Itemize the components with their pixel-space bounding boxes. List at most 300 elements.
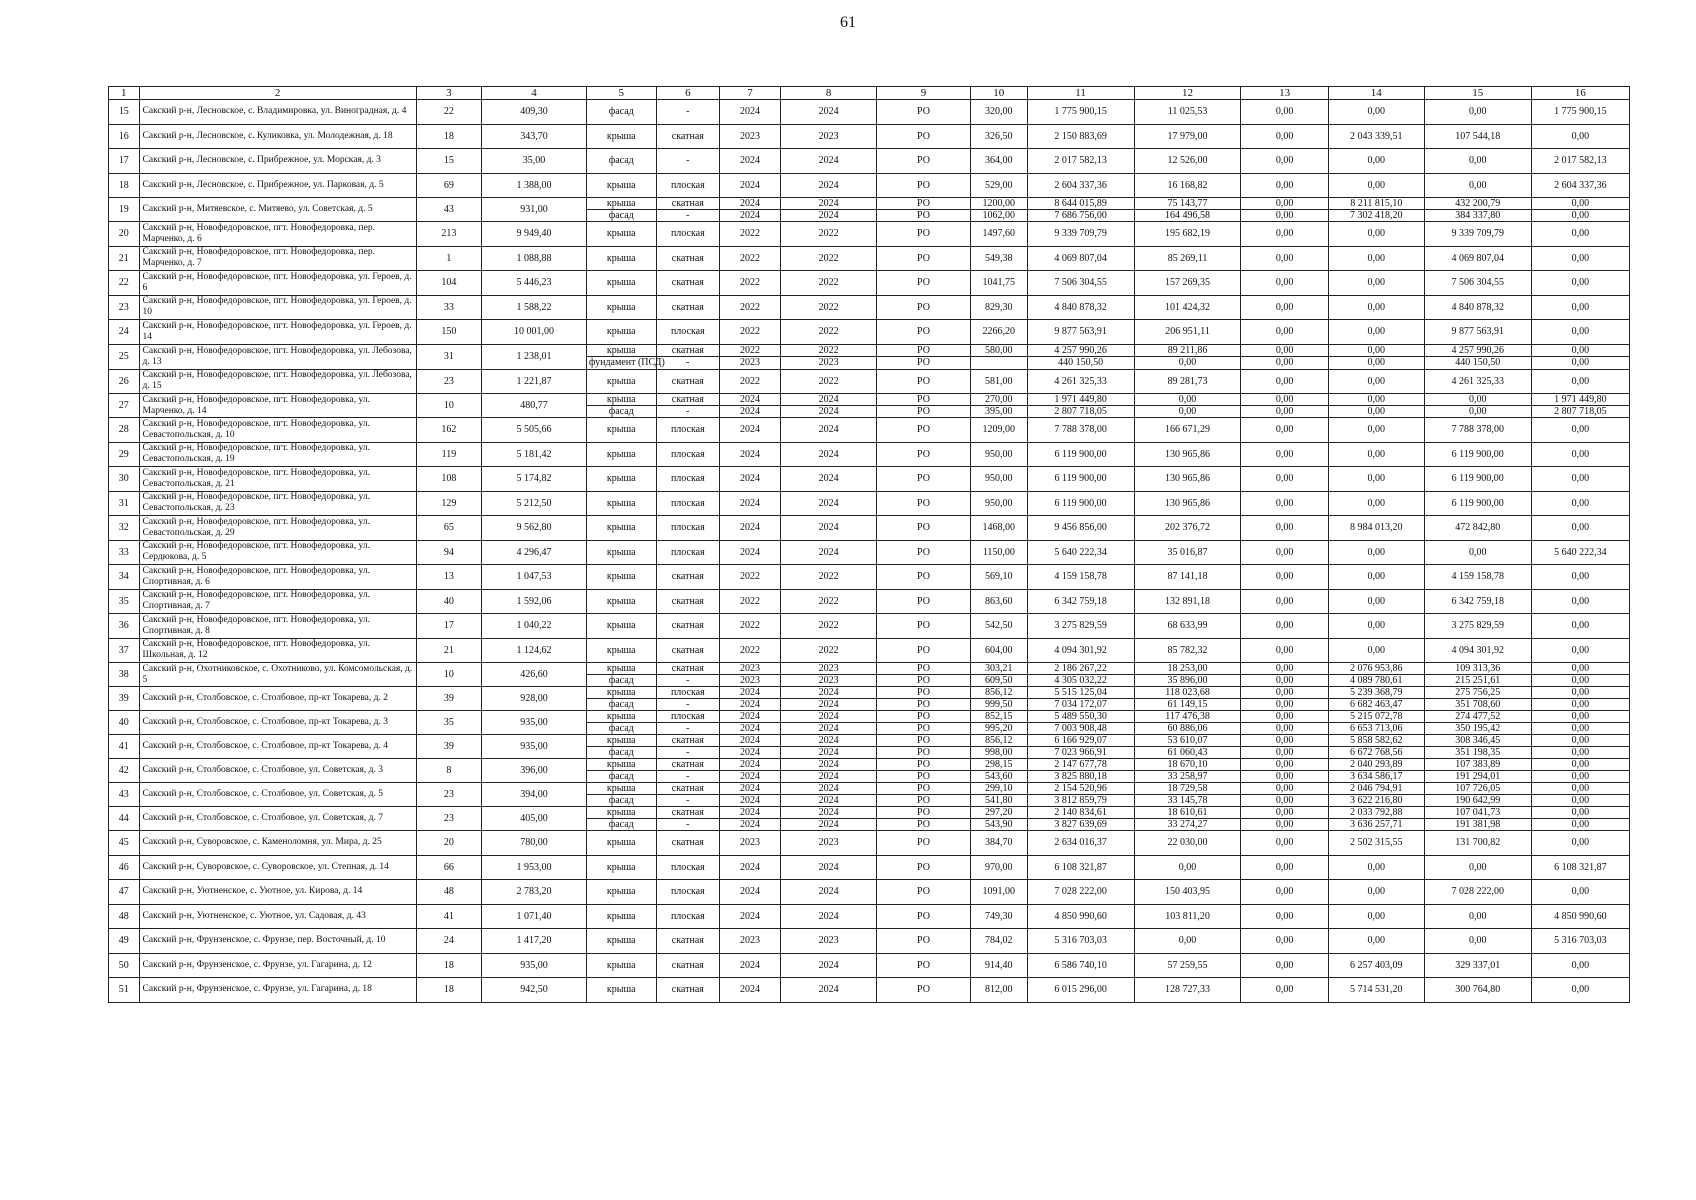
unit-cost-cell: 85 269,11 <box>1134 246 1241 271</box>
unit-cost-cell: 118 023,68 <box>1134 687 1241 699</box>
row-number-cell: 38 <box>109 663 140 687</box>
volume-cell: 856,12 <box>970 687 1027 699</box>
start-year-cell: 2022 <box>719 246 780 271</box>
start-year-cell: 2024 <box>719 735 780 747</box>
cost-cell: 5 316 703,03 <box>1531 929 1629 954</box>
method-cell: РО <box>877 663 971 675</box>
method-cell: РО <box>877 394 971 406</box>
roof-type-cell: - <box>656 723 719 735</box>
volume-cell: 2266,20 <box>970 320 1027 345</box>
start-year-cell: 2022 <box>719 589 780 614</box>
apartments-count-cell: 43 <box>416 198 481 222</box>
start-year-cell: 2024 <box>719 953 780 978</box>
cost-cell: 0,00 <box>1328 418 1424 443</box>
total-cost-cell: 2 807 718,05 <box>1027 406 1134 418</box>
end-year-cell: 2024 <box>781 819 877 831</box>
cost-cell: 351 708,60 <box>1424 699 1531 711</box>
address-cell: Сакский р-н, Новофедоровское, пгт. Новофедоровка, ул. Спортивная, д. 8 <box>139 614 416 639</box>
apartments-count-cell: 33 <box>416 295 481 320</box>
unit-cost-cell: 33 145,78 <box>1134 795 1241 807</box>
unit-cost-cell: 166 671,29 <box>1134 418 1241 443</box>
cost-cell: 8 211 815,10 <box>1328 198 1424 210</box>
cost-cell: 329 337,01 <box>1424 953 1531 978</box>
total-cost-cell: 6 342 759,18 <box>1027 589 1134 614</box>
area-cell: 5 212,50 <box>482 491 587 516</box>
cost-cell: 0,00 <box>1241 880 1328 905</box>
method-cell: РО <box>877 929 971 954</box>
cost-cell: 191 381,98 <box>1424 819 1531 831</box>
unit-cost-cell: 33 274,27 <box>1134 819 1241 831</box>
start-year-cell: 2023 <box>719 357 780 370</box>
roof-type-cell: плоская <box>656 320 719 345</box>
cost-cell: 0,00 <box>1531 831 1629 856</box>
end-year-cell: 2022 <box>781 222 877 247</box>
apartments-count-cell: 20 <box>416 831 481 856</box>
apartments-count-cell: 21 <box>416 638 481 663</box>
cost-cell: 0,00 <box>1241 357 1328 370</box>
cost-cell: 0,00 <box>1328 880 1424 905</box>
cost-cell: 2 076 953,86 <box>1328 663 1424 675</box>
work-type-cell: фасад <box>586 675 656 687</box>
end-year-cell: 2023 <box>781 124 877 149</box>
row-number-cell: 50 <box>109 953 140 978</box>
unit-cost-cell: 128 727,33 <box>1134 978 1241 1003</box>
start-year-cell: 2024 <box>719 880 780 905</box>
table-row <box>109 880 1630 905</box>
unit-cost-cell: 75 143,77 <box>1134 198 1241 210</box>
roof-type-cell: скатная <box>656 929 719 954</box>
work-type-cell: крыша <box>586 442 656 467</box>
roof-type-cell: скатная <box>656 638 719 663</box>
method-cell: РО <box>877 831 971 856</box>
roof-type-cell: - <box>656 819 719 831</box>
cost-cell: 6 682 463,47 <box>1328 699 1424 711</box>
end-year-cell: 2022 <box>781 589 877 614</box>
table-row <box>109 418 1630 443</box>
area-cell: 1 953,00 <box>482 855 587 880</box>
volume-cell: 303,21 <box>970 663 1027 675</box>
cost-cell: 275 756,25 <box>1424 687 1531 699</box>
apartments-count-cell: 18 <box>416 953 481 978</box>
table-row <box>109 614 1630 639</box>
end-year-cell: 2022 <box>781 246 877 271</box>
page-number: 61 <box>840 14 856 31</box>
cost-cell: 0,00 <box>1531 565 1629 590</box>
work-type-cell: фасад <box>586 406 656 418</box>
roof-type-cell: скатная <box>656 295 719 320</box>
cost-cell: 0,00 <box>1531 978 1629 1003</box>
roof-type-cell: плоская <box>656 516 719 541</box>
apartments-count-cell: 119 <box>416 442 481 467</box>
apartments-count-cell: 39 <box>416 735 481 759</box>
work-type-cell: фасад <box>586 699 656 711</box>
cost-cell: 0,00 <box>1531 198 1629 210</box>
cost-cell: 0,00 <box>1328 491 1424 516</box>
area-cell: 1 040,22 <box>482 614 587 639</box>
table-row <box>109 320 1630 345</box>
area-cell: 1 417,20 <box>482 929 587 954</box>
address-cell: Сакский р-н, Фрунзенское, с. Фрунзе, ул. Гагарина, д. 18 <box>139 978 416 1003</box>
start-year-cell: 2024 <box>719 771 780 783</box>
cost-cell: 0,00 <box>1531 771 1629 783</box>
roof-type-cell: - <box>656 675 719 687</box>
cost-cell: 4 257 990,26 <box>1424 344 1531 357</box>
unit-cost-cell: 85 782,32 <box>1134 638 1241 663</box>
total-cost-cell: 3 827 639,69 <box>1027 819 1134 831</box>
unit-cost-cell: 206 951,11 <box>1134 320 1241 345</box>
work-type-cell: крыша <box>586 735 656 747</box>
address-cell: Сакский р-н, Новофедоровское, пгт. Новофедоровка, ул. Севастопольская, д. 19 <box>139 442 416 467</box>
roof-type-cell: - <box>656 795 719 807</box>
address-cell: Сакский р-н, Новофедоровское, пгт. Новофедоровка, ул. Героев, д. 6 <box>139 271 416 296</box>
unit-cost-cell: 103 811,20 <box>1134 904 1241 929</box>
roof-type-cell: - <box>656 747 719 759</box>
volume-cell: 604,00 <box>970 638 1027 663</box>
cost-cell: 0,00 <box>1241 344 1328 357</box>
unit-cost-cell: 17 979,00 <box>1134 124 1241 149</box>
start-year-cell: 2024 <box>719 795 780 807</box>
address-cell: Сакский р-н, Митяевское, с. Митяево, ул. Советская, д. 5 <box>139 198 416 222</box>
area-cell: 931,00 <box>482 198 587 222</box>
row-number-cell: 34 <box>109 565 140 590</box>
unit-cost-cell: 202 376,72 <box>1134 516 1241 541</box>
cost-cell: 7 506 304,55 <box>1424 271 1531 296</box>
end-year-cell: 2022 <box>781 320 877 345</box>
start-year-cell: 2022 <box>719 320 780 345</box>
table-row <box>109 855 1630 880</box>
work-type-cell: крыша <box>586 807 656 819</box>
row-number-cell: 17 <box>109 149 140 174</box>
roof-type-cell: плоская <box>656 711 719 723</box>
roof-type-cell: скатная <box>656 807 719 819</box>
cost-cell: 0,00 <box>1531 747 1629 759</box>
cost-cell: 0,00 <box>1531 246 1629 271</box>
cost-cell: 5 858 582,62 <box>1328 735 1424 747</box>
end-year-cell: 2023 <box>781 675 877 687</box>
volume-cell: 950,00 <box>970 442 1027 467</box>
cost-cell: 2 017 582,13 <box>1531 149 1629 174</box>
roof-type-cell: скатная <box>656 735 719 747</box>
repair-register-table <box>108 86 1630 1003</box>
area-cell: 1 592,06 <box>482 589 587 614</box>
end-year-cell: 2024 <box>781 442 877 467</box>
cost-cell: 0,00 <box>1241 418 1328 443</box>
work-type-cell: фасад <box>586 795 656 807</box>
cost-cell: 0,00 <box>1531 880 1629 905</box>
roof-type-cell: скатная <box>656 565 719 590</box>
end-year-cell: 2024 <box>781 516 877 541</box>
cost-cell: 2 604 337,36 <box>1531 173 1629 198</box>
total-cost-cell: 7 003 908,48 <box>1027 723 1134 735</box>
apartments-count-cell: 18 <box>416 124 481 149</box>
apartments-count-cell: 22 <box>416 100 481 125</box>
column-number-row <box>109 87 1630 100</box>
roof-type-cell: скатная <box>656 614 719 639</box>
area-cell: 935,00 <box>482 953 587 978</box>
cost-cell: 0,00 <box>1241 807 1328 819</box>
address-cell: Сакский р-н, Новофедоровское, пгт. Новофедоровка, ул. Спортивная, д. 6 <box>139 565 416 590</box>
cost-cell: 0,00 <box>1241 747 1328 759</box>
cost-cell: 274 477,52 <box>1424 711 1531 723</box>
unit-cost-cell: 68 633,99 <box>1134 614 1241 639</box>
end-year-cell: 2024 <box>781 904 877 929</box>
apartments-count-cell: 35 <box>416 711 481 735</box>
table-row <box>109 929 1630 954</box>
cost-cell: 0,00 <box>1241 210 1328 222</box>
cost-cell: 384 337,80 <box>1424 210 1531 222</box>
roof-type-cell: плоская <box>656 442 719 467</box>
apartments-count-cell: 17 <box>416 614 481 639</box>
method-cell: РО <box>877 198 971 210</box>
start-year-cell: 2024 <box>719 759 780 771</box>
volume-cell: 856,12 <box>970 735 1027 747</box>
unit-cost-cell: 89 211,86 <box>1134 344 1241 357</box>
cost-cell: 0,00 <box>1328 589 1424 614</box>
total-cost-cell: 3 275 829,59 <box>1027 614 1134 639</box>
roof-type-cell: скатная <box>656 198 719 210</box>
roof-type-cell: скатная <box>656 783 719 795</box>
volume-cell: 364,00 <box>970 149 1027 174</box>
cost-cell: 190 642,99 <box>1424 795 1531 807</box>
apartments-count-cell: 24 <box>416 929 481 954</box>
unit-cost-cell: 89 281,73 <box>1134 369 1241 394</box>
cost-cell: 0,00 <box>1328 540 1424 565</box>
start-year-cell: 2024 <box>719 855 780 880</box>
volume-cell: 543,90 <box>970 819 1027 831</box>
table-row <box>109 978 1630 1003</box>
method-cell: РО <box>877 271 971 296</box>
total-cost-cell: 7 028 222,00 <box>1027 880 1134 905</box>
address-cell: Сакский р-н, Новофедоровское, пгт. Новофедоровка, ул. Марченко, д. 14 <box>139 394 416 418</box>
cost-cell: 4 850 990,60 <box>1531 904 1629 929</box>
table-row <box>109 344 1630 357</box>
method-cell: РО <box>877 369 971 394</box>
roof-type-cell: - <box>656 210 719 222</box>
start-year-cell: 2024 <box>719 783 780 795</box>
total-cost-cell: 4 261 325,33 <box>1027 369 1134 394</box>
method-cell: РО <box>877 819 971 831</box>
cost-cell: 6 119 900,00 <box>1424 442 1531 467</box>
work-type-cell: крыша <box>586 783 656 795</box>
method-cell: РО <box>877 406 971 418</box>
address-cell: Сакский р-н, Фрунзенское, с. Фрунзе, ул. Гагарина, д. 12 <box>139 953 416 978</box>
cost-cell: 0,00 <box>1241 735 1328 747</box>
cost-cell: 2 033 792,88 <box>1328 807 1424 819</box>
cost-cell: 0,00 <box>1241 540 1328 565</box>
start-year-cell: 2024 <box>719 904 780 929</box>
address-cell: Сакский р-н, Новофедоровское, пгт. Новофедоровка, ул. Севастопольская, д. 23 <box>139 491 416 516</box>
volume-cell: 950,00 <box>970 467 1027 492</box>
volume-cell: 995,20 <box>970 723 1027 735</box>
start-year-cell: 2022 <box>719 369 780 394</box>
cost-cell: 0,00 <box>1241 723 1328 735</box>
cost-cell: 0,00 <box>1328 929 1424 954</box>
row-number-cell: 44 <box>109 807 140 831</box>
volume-cell: 384,70 <box>970 831 1027 856</box>
row-number-cell: 27 <box>109 394 140 418</box>
volume-cell: 852,15 <box>970 711 1027 723</box>
cost-cell: 0,00 <box>1241 369 1328 394</box>
cost-cell: 0,00 <box>1328 565 1424 590</box>
apartments-count-cell: 48 <box>416 880 481 905</box>
apartments-count-cell: 150 <box>416 320 481 345</box>
table-row <box>109 711 1630 723</box>
cost-cell: 0,00 <box>1531 271 1629 296</box>
cost-cell: 107 383,89 <box>1424 759 1531 771</box>
area-cell: 935,00 <box>482 711 587 735</box>
roof-type-cell: - <box>656 149 719 174</box>
work-type-cell: крыша <box>586 271 656 296</box>
address-cell: Сакский р-н, Столбовское, с. Столбовое, ул. Советская, д. 5 <box>139 783 416 807</box>
cost-cell: 0,00 <box>1241 687 1328 699</box>
area-cell: 9 562,80 <box>482 516 587 541</box>
cost-cell: 9 877 563,91 <box>1424 320 1531 345</box>
apartments-count-cell: 40 <box>416 589 481 614</box>
cost-cell: 0,00 <box>1241 394 1328 406</box>
volume-cell: 609,50 <box>970 675 1027 687</box>
total-cost-cell: 2 634 016,37 <box>1027 831 1134 856</box>
volume-cell: 320,00 <box>970 100 1027 125</box>
table-body <box>109 100 1630 1003</box>
method-cell: РО <box>877 759 971 771</box>
end-year-cell: 2022 <box>781 271 877 296</box>
cost-cell: 0,00 <box>1531 418 1629 443</box>
total-cost-cell: 5 316 703,03 <box>1027 929 1134 954</box>
table-row <box>109 295 1630 320</box>
cost-cell: 0,00 <box>1531 723 1629 735</box>
table-row <box>109 442 1630 467</box>
address-cell: Сакский р-н, Лесновское, с. Куликовка, ул. Молодежная, д. 18 <box>139 124 416 149</box>
method-cell: РО <box>877 783 971 795</box>
unit-cost-cell: 33 258,97 <box>1134 771 1241 783</box>
start-year-cell: 2024 <box>719 699 780 711</box>
unit-cost-cell: 11 025,53 <box>1134 100 1241 125</box>
volume-cell: 863,60 <box>970 589 1027 614</box>
cost-cell: 0,00 <box>1531 491 1629 516</box>
end-year-cell: 2024 <box>781 978 877 1003</box>
cost-cell: 107 726,05 <box>1424 783 1531 795</box>
end-year-cell: 2022 <box>781 638 877 663</box>
address-cell: Сакский р-н, Уютненское, с. Уютное, ул. Кирова, д. 14 <box>139 880 416 905</box>
work-type-cell: крыша <box>586 831 656 856</box>
end-year-cell: 2024 <box>781 855 877 880</box>
cost-cell: 5 215 072,78 <box>1328 711 1424 723</box>
unit-cost-cell: 0,00 <box>1134 394 1241 406</box>
table-row <box>109 394 1630 406</box>
start-year-cell: 2024 <box>719 516 780 541</box>
roof-type-cell: скатная <box>656 271 719 296</box>
cost-cell: 0,00 <box>1328 638 1424 663</box>
address-cell: Сакский р-н, Новофедоровское, пгт. Новофедоровка, ул. Лебозова, д. 15 <box>139 369 416 394</box>
end-year-cell: 2024 <box>781 711 877 723</box>
roof-type-cell: плоская <box>656 173 719 198</box>
cost-cell: 0,00 <box>1241 516 1328 541</box>
cost-cell: 6 257 403,09 <box>1328 953 1424 978</box>
method-cell: РО <box>877 124 971 149</box>
end-year-cell: 2024 <box>781 735 877 747</box>
method-cell: РО <box>877 711 971 723</box>
row-number-cell: 31 <box>109 491 140 516</box>
roof-type-cell: плоская <box>656 540 719 565</box>
work-type-cell: крыша <box>586 394 656 406</box>
apartments-count-cell: 108 <box>416 467 481 492</box>
end-year-cell: 2022 <box>781 295 877 320</box>
table-row <box>109 953 1630 978</box>
cost-cell: 4 261 325,33 <box>1424 369 1531 394</box>
total-cost-cell: 2 604 337,36 <box>1027 173 1134 198</box>
roof-type-cell: - <box>656 699 719 711</box>
column-header: 3 <box>416 87 481 100</box>
method-cell: РО <box>877 795 971 807</box>
method-cell: РО <box>877 735 971 747</box>
address-cell: Сакский р-н, Новофедоровское, пгт. Новофедоровка, ул. Героев, д. 10 <box>139 295 416 320</box>
table-row <box>109 271 1630 296</box>
cost-cell: 0,00 <box>1531 320 1629 345</box>
total-cost-cell: 4 159 158,78 <box>1027 565 1134 590</box>
cost-cell: 0,00 <box>1531 807 1629 819</box>
method-cell: РО <box>877 418 971 443</box>
roof-type-cell: плоская <box>656 491 719 516</box>
row-number-cell: 46 <box>109 855 140 880</box>
row-number-cell: 39 <box>109 687 140 711</box>
method-cell: РО <box>877 173 971 198</box>
volume-cell: 1497,60 <box>970 222 1027 247</box>
address-cell: Сакский р-н, Новофедоровское, пгт. Новофедоровка, ул. Героев, д. 14 <box>139 320 416 345</box>
work-type-cell: фундамент (ПСД) <box>586 357 656 370</box>
cost-cell: 0,00 <box>1328 357 1424 370</box>
method-cell: РО <box>877 723 971 735</box>
row-number-cell: 51 <box>109 978 140 1003</box>
cost-cell: 350 195,42 <box>1424 723 1531 735</box>
method-cell: РО <box>877 807 971 819</box>
address-cell: Сакский р-н, Новофедоровское, пгт. Новофедоровка, ул. Севастопольская, д. 29 <box>139 516 416 541</box>
cost-cell: 0,00 <box>1424 929 1531 954</box>
end-year-cell: 2024 <box>781 807 877 819</box>
volume-cell: 829,30 <box>970 295 1027 320</box>
unit-cost-cell: 35 016,87 <box>1134 540 1241 565</box>
work-type-cell: крыша <box>586 491 656 516</box>
method-cell: РО <box>877 565 971 590</box>
cost-cell: 4 094 301,92 <box>1424 638 1531 663</box>
column-header: 10 <box>970 87 1027 100</box>
volume-cell: 326,50 <box>970 124 1027 149</box>
cost-cell: 0,00 <box>1328 855 1424 880</box>
end-year-cell: 2024 <box>781 491 877 516</box>
cost-cell: 0,00 <box>1328 467 1424 492</box>
address-cell: Сакский р-н, Новофедоровское, пгт. Новофедоровка, ул. Лебозова, д. 13 <box>139 344 416 369</box>
cost-cell: 0,00 <box>1328 904 1424 929</box>
row-number-cell: 40 <box>109 711 140 735</box>
volume-cell: 1062,00 <box>970 210 1027 222</box>
area-cell: 409,30 <box>482 100 587 125</box>
total-cost-cell: 7 034 172,07 <box>1027 699 1134 711</box>
cost-cell: 0,00 <box>1328 614 1424 639</box>
unit-cost-cell: 12 526,00 <box>1134 149 1241 174</box>
method-cell: РО <box>877 467 971 492</box>
total-cost-cell: 8 644 015,89 <box>1027 198 1134 210</box>
apartments-count-cell: 65 <box>416 516 481 541</box>
address-cell: Сакский р-н, Суворовское, с. Каменоломня, ул. Мира, д. 25 <box>139 831 416 856</box>
table-row <box>109 565 1630 590</box>
unit-cost-cell: 16 168,82 <box>1134 173 1241 198</box>
start-year-cell: 2023 <box>719 675 780 687</box>
cost-cell: 0,00 <box>1241 819 1328 831</box>
apartments-count-cell: 39 <box>416 687 481 711</box>
volume-cell: 542,50 <box>970 614 1027 639</box>
total-cost-cell: 4 850 990,60 <box>1027 904 1134 929</box>
volume-cell: 1150,00 <box>970 540 1027 565</box>
apartments-count-cell: 23 <box>416 807 481 831</box>
